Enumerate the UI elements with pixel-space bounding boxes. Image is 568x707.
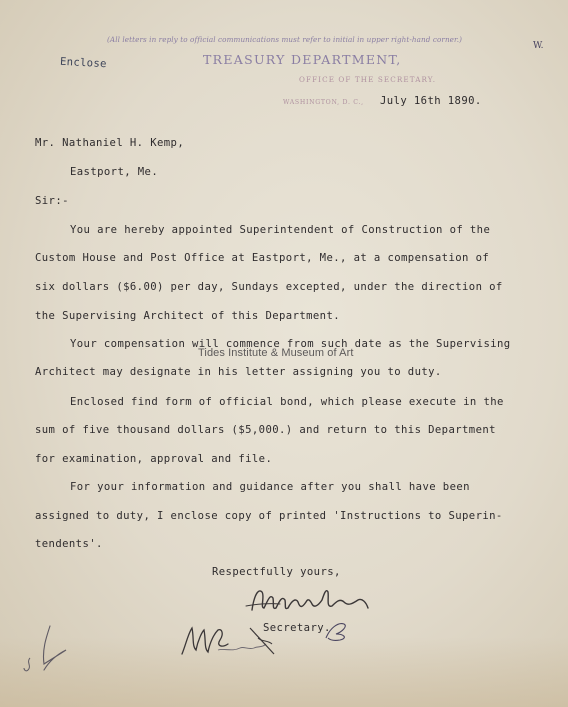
body-line: the Supervising Architect of this Department. xyxy=(35,310,341,322)
corner-initial: W. xyxy=(533,41,544,51)
pencil-initial-mark xyxy=(320,618,360,644)
pencil-mark xyxy=(20,620,80,684)
recipient-name: Mr. Nathaniel H. Kemp, xyxy=(35,137,185,149)
body-line: Enclosed find form of official bond, which please execute in the xyxy=(70,396,504,408)
letterhead-office: OFFICE OF THE SECRETARY. xyxy=(299,75,437,84)
letterhead-instruction: (All letters in reply to official communications must refer to initial in upper right-hand corner.) xyxy=(107,35,463,44)
recipient-location: Eastport, Me. xyxy=(70,166,159,178)
salutation: Sir:- xyxy=(35,195,69,207)
body-line: For your information and guidance after you shall have been xyxy=(70,481,470,493)
body-line: sum of five thousand dollars ($5,000.) and return to this Department xyxy=(35,424,496,436)
watermark-text: Tides Institute & Museum of Art xyxy=(198,347,354,359)
body-line: Custom House and Post Office at Eastport, Me., at a compensation of xyxy=(35,252,490,264)
body-line: Architect may designate in his letter assigning you to duty. xyxy=(35,366,442,378)
body-line: Your compensation will commence from such date as the Supervising xyxy=(70,338,511,350)
body-line: You are hereby appointed Superintendent of Construction of the xyxy=(70,224,491,236)
body-line: assigned to duty, I enclose copy of printed 'Instructions to Superin- xyxy=(35,510,503,522)
enclose-note: Enclose xyxy=(59,55,108,71)
closing: Respectfully yours, xyxy=(212,566,341,578)
body-line: six dollars ($6.00) per day, Sundays excepted, under the direction of xyxy=(35,281,503,293)
letterhead-place: WASHINGTON, D. C., xyxy=(283,99,364,106)
letter-date: July 16th 1890. xyxy=(380,95,482,107)
letterhead-department: TREASURY DEPARTMENT, xyxy=(203,52,402,67)
body-line: tendents'. xyxy=(35,538,103,550)
signature-title: Secretary. xyxy=(263,622,331,634)
clerk-initials xyxy=(178,612,288,662)
body-line: for examination, approval and file. xyxy=(35,453,273,465)
